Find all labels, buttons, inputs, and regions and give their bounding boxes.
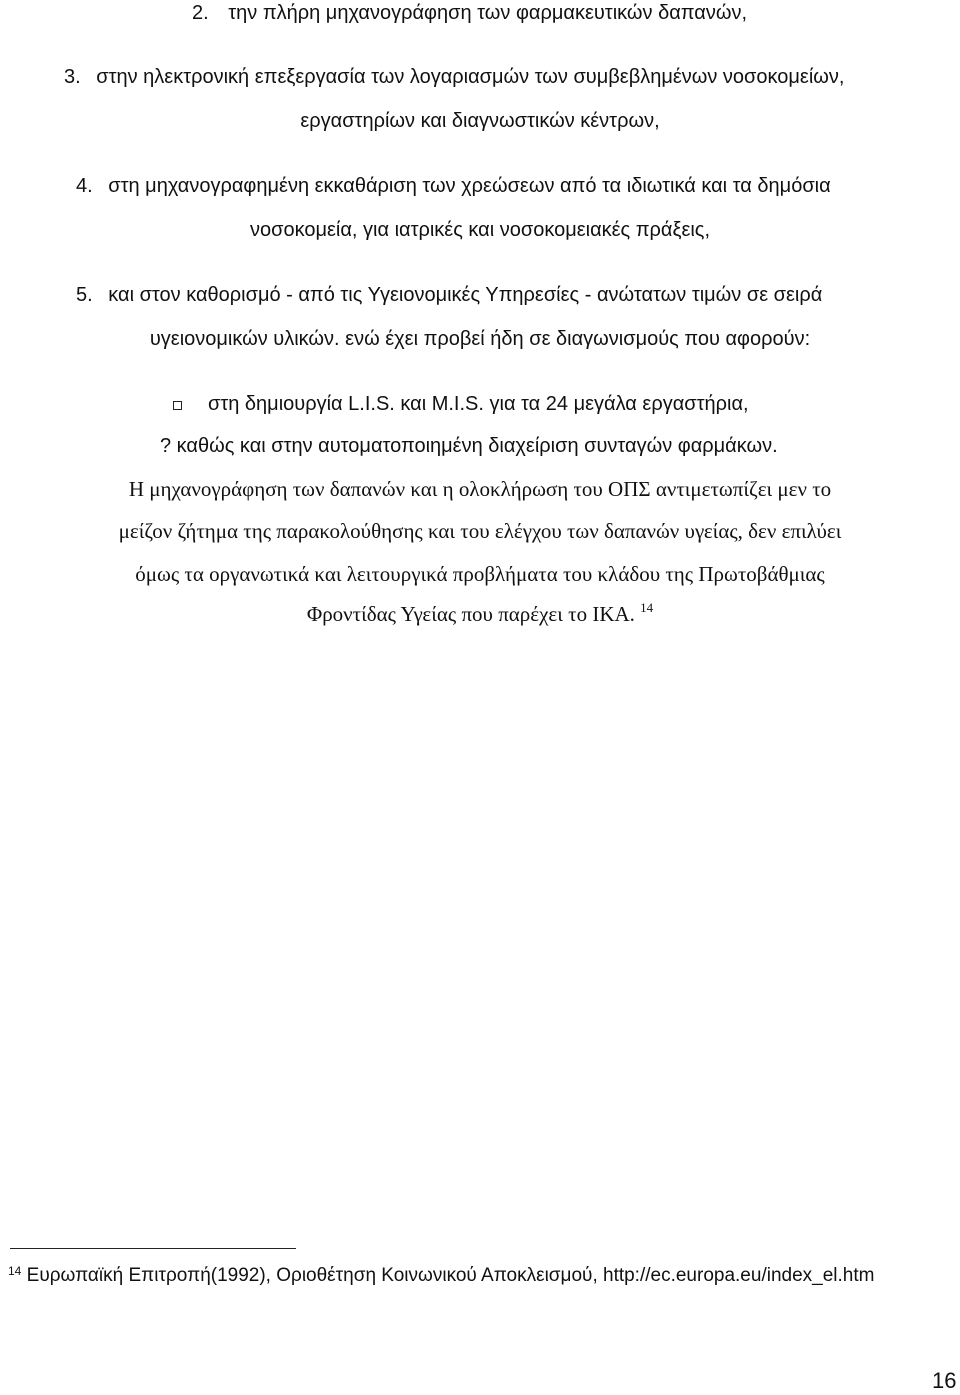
footnote-text: Ευρωπαϊκή Επιτροπή(1992), Οριοθέτηση Κοινωνικού Αποκλεισμού, http://ec.europa.eu/index_el.htm xyxy=(26,1265,875,1286)
list-text: την πλήρη μηχανογράφηση των φαρμακευτικών δαπανών, xyxy=(228,2,748,24)
paragraph-line-3: όμως τα οργανωτικά και λειτουργικά προβλήματα του κλάδου της Πρωτοβάθμιας xyxy=(135,562,825,586)
list-item-3 xyxy=(64,67,844,87)
bullet-item-1: στη δημιουργία L.I.S. και M.I.S. για τα 24 μεγάλα εργαστήρια, xyxy=(208,393,749,415)
footnote-separator xyxy=(10,1248,296,1249)
list-item-4 xyxy=(76,176,831,196)
list-item-4-continuation: νοσοκομεία, για ιατρικές και νοσοκομειακές πράξεις, xyxy=(249,219,711,241)
footnote xyxy=(8,1266,874,1285)
paragraph-line-4 xyxy=(0,600,960,626)
list-number: 3. xyxy=(64,66,81,88)
paragraph-line-1: Η μηχανογράφηση των δαπανών και η ολοκλήρωση του ΟΠΣ αντιμετωπίζει μεν το xyxy=(128,477,832,501)
list-item-5-continuation: υγειονομικών υλικών. ενώ έχει προβεί ήδη σε διαγωνισμούς που αφορούν: xyxy=(149,328,811,350)
list-text: και στον καθορισμό - από τις Υγειονομικές Υπηρεσίες - ανώτατων τιμών σε σειρά xyxy=(108,284,823,306)
bullet-item-2: ? καθώς και στην αυτοματοποιημένη διαχείριση συνταγών φαρμάκων. xyxy=(160,435,778,457)
footnote-reference: 14 xyxy=(640,600,654,615)
list-text: στη μηχανογραφημένη εκκαθάριση των χρεώσεων από τα ιδιωτικά και τα δημόσια xyxy=(108,175,831,197)
paragraph-text: Φροντίδας Υγείας που παρέχει το ΙΚΑ. xyxy=(306,602,635,626)
checkbox-bullet-icon xyxy=(173,401,182,410)
list-text: στην ηλεκτρονική επεξεργασία των λογαριασμών των συμβεβλημένων νοσοκομείων, xyxy=(96,66,845,88)
list-number: 4. xyxy=(76,175,93,197)
footnote-number: 14 xyxy=(8,1264,22,1278)
list-number: 5. xyxy=(76,284,93,306)
list-number: 2. xyxy=(192,2,209,24)
page-number: 16 xyxy=(932,1368,957,1393)
list-item-2 xyxy=(192,3,747,23)
list-item-3-continuation: εργαστηρίων και διαγνωστικών κέντρων, xyxy=(300,110,660,132)
list-item-5 xyxy=(76,285,822,305)
paragraph-line-2: μείζον ζήτημα της παρακολούθησης και του ελέγχου των δαπανών υγείας, δεν επιλύει xyxy=(118,519,842,543)
